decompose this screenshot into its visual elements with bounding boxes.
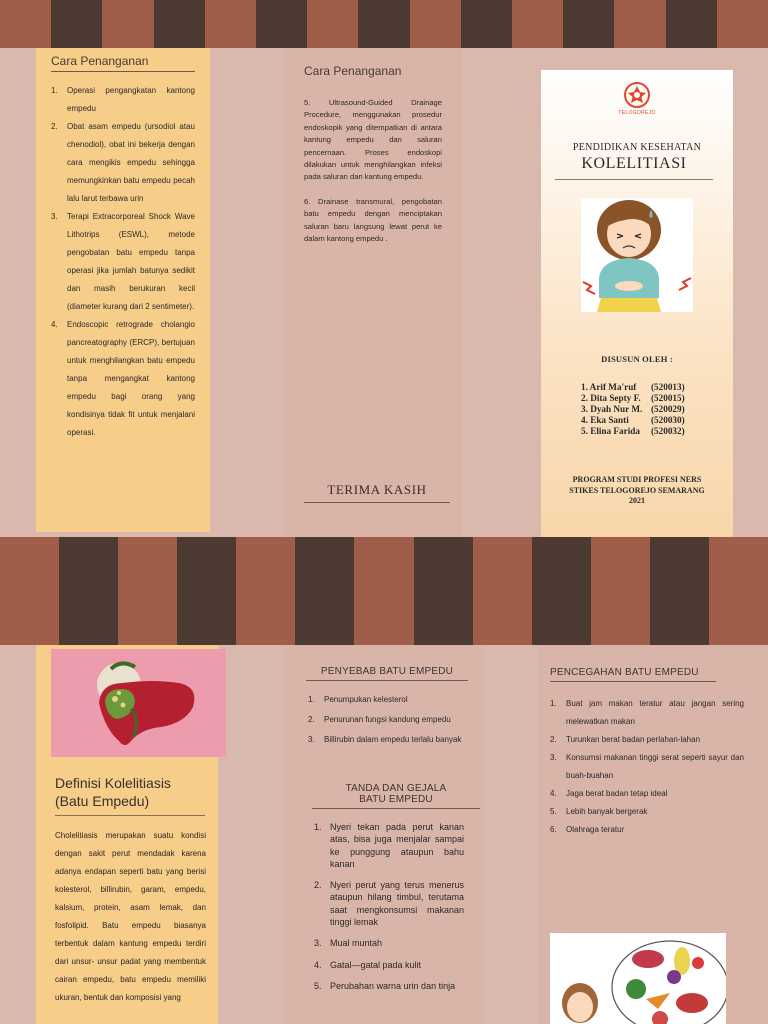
prevention-item bbox=[550, 749, 744, 785]
thank-you-text: TERIMA KASIH bbox=[304, 482, 450, 503]
prevention-item bbox=[550, 821, 744, 839]
stripe bbox=[709, 537, 768, 645]
logo-text: TELOGOREJO bbox=[618, 110, 656, 116]
prevention-item-number: 4. bbox=[550, 789, 557, 798]
stripe bbox=[563, 0, 614, 48]
stripe bbox=[512, 0, 563, 48]
sign-item-text: Nyeri tekan pada perut kanan atas, bisa juga menjalar sampai ke punggung ataupun bahu kanan bbox=[330, 822, 464, 869]
treatment-item-text: Obat asam empedu (ursodiol atau chenodiol), obat ini bekerja dengan cara mengikis empedu sehingga memungkinkan batu empedu pecah lalu larut terbawa urin bbox=[67, 122, 195, 203]
treatment-panel-center bbox=[284, 48, 462, 537]
prevention-item-text: Konsumsi makanan tinggi serat seperti sayur dan buah-buahan bbox=[566, 753, 744, 780]
cause-item-text: Penumpukan kelesterol bbox=[324, 695, 408, 704]
stripe bbox=[461, 0, 512, 48]
program-year: 2021 bbox=[629, 496, 645, 505]
author-id: (520015) bbox=[651, 393, 685, 403]
author-item bbox=[581, 426, 733, 437]
treatment-item-text: Operasi pengangkatan kantong empedu bbox=[67, 86, 195, 113]
treatment-list bbox=[51, 82, 195, 442]
stripe bbox=[717, 0, 768, 48]
stripe bbox=[358, 0, 409, 48]
treatment-item bbox=[51, 118, 195, 208]
stripe bbox=[0, 0, 51, 48]
author-name: 1. Arif Ma'ruf bbox=[581, 382, 637, 392]
prevention-item bbox=[550, 785, 744, 803]
sign-item-text: Gatal—gatal pada kulit bbox=[330, 959, 422, 970]
treatment-paragraph-5: 5. Ultrasound-Guided Drainage Procedure, menggunakan prosedur endoskopik yang ditempatkan di antara kantung empedu dan saluran pencernaan. Proses endoskopi dilakukan untuk menghilangkan infeksi pada saluran dan kantung empedu. bbox=[304, 98, 442, 182]
sign-item bbox=[314, 980, 464, 992]
cause-item bbox=[308, 714, 464, 725]
signs-heading-line-1: TANDA DAN GEJALA bbox=[345, 783, 447, 794]
sign-item-number: 1. bbox=[314, 822, 322, 832]
treatment-item-text: Terapi Extracorporeal Shock Wave Lithotrips (ESWL), metode pengobatan batu empedu tanpa operasi jika jumlah batunya sedikit dan masih berukuran kecil (diameter kurang dari 2 sentimeter). bbox=[67, 212, 195, 311]
prevention-item-number: 6. bbox=[550, 825, 557, 834]
healthy-food-illustration bbox=[550, 933, 726, 1024]
prevention-item-text: Lebih banyak bergerak bbox=[566, 807, 648, 816]
stripe bbox=[295, 537, 354, 645]
stripe bbox=[591, 537, 650, 645]
treatment-item-text: Endoscopic retrograde cholangio pancreatography (ERCP), bertujuan untuk menghilangkan batu empedu tanpa mengangkat kantong empedu bagi orang yang kondisinya tidak fit untuk menjalani operasi. bbox=[67, 320, 195, 437]
stripe bbox=[256, 0, 307, 48]
stripe bbox=[236, 537, 295, 645]
treatment-item bbox=[51, 316, 195, 442]
stripe bbox=[205, 0, 256, 48]
definition-panel bbox=[36, 645, 218, 1024]
sign-item-number: 5. bbox=[314, 980, 322, 991]
treatment-paragraph-6: 6. Drainase transmural, pengobatan batu empedu dengan menciptakan saluran baru langsung lewat perut ke dalam kantong empedu . bbox=[304, 196, 442, 244]
program-info bbox=[541, 475, 733, 507]
treatment-item bbox=[51, 208, 195, 316]
treatment-item-number: 1. bbox=[51, 86, 58, 95]
stripe bbox=[614, 0, 665, 48]
prevention-item-text: Turunkan berat badan perlahan-lahan bbox=[566, 735, 701, 744]
causes-heading: PENYEBAB BATU EMPEDU bbox=[306, 666, 468, 681]
cover-subtitle: PENDIDIKAN KESEHATAN bbox=[572, 142, 702, 153]
cause-item-number: 1. bbox=[308, 695, 315, 704]
author-name: 4. Eka Santi bbox=[581, 415, 629, 425]
prevention-panel bbox=[538, 645, 768, 1024]
compiled-by-label: DISUSUN OLEH : bbox=[601, 354, 673, 364]
cause-item-text: Billirubin dalam empedu terlalu banyak bbox=[324, 735, 462, 744]
sign-item bbox=[314, 937, 464, 949]
stripe bbox=[154, 0, 205, 48]
signs-list bbox=[308, 821, 464, 992]
author-name: 2. Dita Septy F. bbox=[581, 393, 641, 403]
prevention-item-text: Olahraga teratur bbox=[566, 825, 625, 834]
prevention-item-number: 3. bbox=[550, 753, 557, 762]
cause-item bbox=[308, 694, 464, 705]
sign-item bbox=[314, 879, 464, 928]
sign-item-text: Nyeri perut yang terus menerus ataupun hilang timbul, terutama saat mengkonsumsi makanan tinggi lemak bbox=[330, 880, 464, 928]
stripe bbox=[59, 537, 118, 645]
author-item bbox=[581, 382, 733, 393]
middle-stripe-band bbox=[0, 537, 768, 645]
stripe bbox=[666, 0, 717, 48]
definition-text: Cholelitiasis merupakan suatu kondisi dengan sakit perut mendadak karena adanya endapan seperti batu yang berisi kolesterol, billirubin, garam, empedu, kalsium, protein, asam lemak, dan fosfolipid. Batu empedu biasanya terbentuk dalam kantung empedu terdiri dari unsur- unsur padat yang membentuk cairan empedu, batu empedu memiliki ukuran, bentuk dan komposisi yang bbox=[55, 831, 206, 1002]
signs-heading-line-2: BATU EMPEDU bbox=[359, 794, 433, 805]
sign-item-text: Mual muntah bbox=[330, 938, 383, 949]
stripe bbox=[307, 0, 358, 48]
prevention-item bbox=[550, 695, 744, 731]
prevention-item bbox=[550, 803, 744, 821]
author-name: 3. Dyah Nur M. bbox=[581, 404, 643, 414]
program-line-1: PROGRAM STUDI PROFESI NERS bbox=[572, 475, 702, 484]
author-id: (520030) bbox=[651, 415, 685, 425]
stripe bbox=[51, 0, 102, 48]
stripe bbox=[118, 537, 177, 645]
logo-emblem-icon bbox=[623, 81, 651, 109]
author-item bbox=[581, 404, 733, 415]
sign-item bbox=[314, 959, 464, 971]
stripe bbox=[532, 537, 591, 645]
stripe bbox=[102, 0, 153, 48]
institution-logo bbox=[541, 70, 733, 116]
stripe bbox=[354, 537, 413, 645]
signs-heading bbox=[312, 783, 480, 809]
causes-list bbox=[308, 694, 464, 745]
cause-item-number: 3. bbox=[308, 735, 315, 744]
cause-item bbox=[308, 734, 464, 745]
treatment-item-number: 4. bbox=[51, 320, 58, 329]
stripe bbox=[0, 537, 59, 645]
author-list bbox=[541, 382, 733, 437]
sign-item-text: Perubahan warna urin dan tinja bbox=[330, 980, 456, 991]
treatment-heading-2: Cara Penanganan bbox=[304, 64, 402, 78]
author-id: (520032) bbox=[651, 426, 685, 436]
sign-item-number: 3. bbox=[314, 938, 322, 949]
treatment-panel-left bbox=[36, 48, 210, 532]
cause-item-text: Penurunan fungsi kandung empedu bbox=[324, 715, 451, 724]
prevention-item-number: 2. bbox=[550, 735, 557, 744]
author-item bbox=[581, 393, 733, 404]
cause-item-number: 2. bbox=[308, 715, 315, 724]
stripe bbox=[414, 537, 473, 645]
stripe bbox=[650, 537, 709, 645]
stripe bbox=[473, 537, 532, 645]
prevention-item-text: Buat jam makan teratur atau jangan sering melewatkan makan bbox=[566, 699, 744, 726]
stripe bbox=[177, 537, 236, 645]
prevention-heading: PENCEGAHAN BATU EMPEDU bbox=[550, 667, 716, 682]
stomach-pain-illustration bbox=[581, 198, 693, 312]
treatment-item-number: 3. bbox=[51, 212, 58, 221]
prevention-item-number: 5. bbox=[550, 807, 557, 816]
cover-title: KOLELITIASI bbox=[555, 155, 713, 180]
sign-item-number: 2. bbox=[314, 880, 322, 891]
prevention-list bbox=[550, 695, 744, 839]
sign-item-number: 4. bbox=[314, 959, 322, 970]
author-name: 5. Elina Farida bbox=[581, 426, 640, 436]
liver-illustration bbox=[51, 649, 226, 757]
stripe bbox=[410, 0, 461, 48]
definition-title: Definisi Kolelitiasis (Batu Empedu) bbox=[55, 774, 205, 816]
causes-signs-panel bbox=[284, 645, 484, 1024]
treatment-heading: Cara Penanganan bbox=[51, 54, 195, 72]
program-line-2: STIKES TELOGOREJO SEMARANG bbox=[569, 485, 705, 495]
author-id: (520013) bbox=[651, 382, 685, 392]
top-stripe-band bbox=[0, 0, 768, 48]
author-id: (520029) bbox=[651, 404, 685, 414]
sign-item bbox=[314, 821, 464, 870]
treatment-item bbox=[51, 82, 195, 118]
prevention-item bbox=[550, 731, 744, 749]
cover-panel bbox=[541, 70, 733, 537]
treatment-item-number: 2. bbox=[51, 122, 58, 131]
author-item bbox=[581, 415, 733, 426]
prevention-item-number: 1. bbox=[550, 699, 557, 708]
prevention-item-text: Jaga berat badan tetap ideal bbox=[566, 789, 668, 798]
